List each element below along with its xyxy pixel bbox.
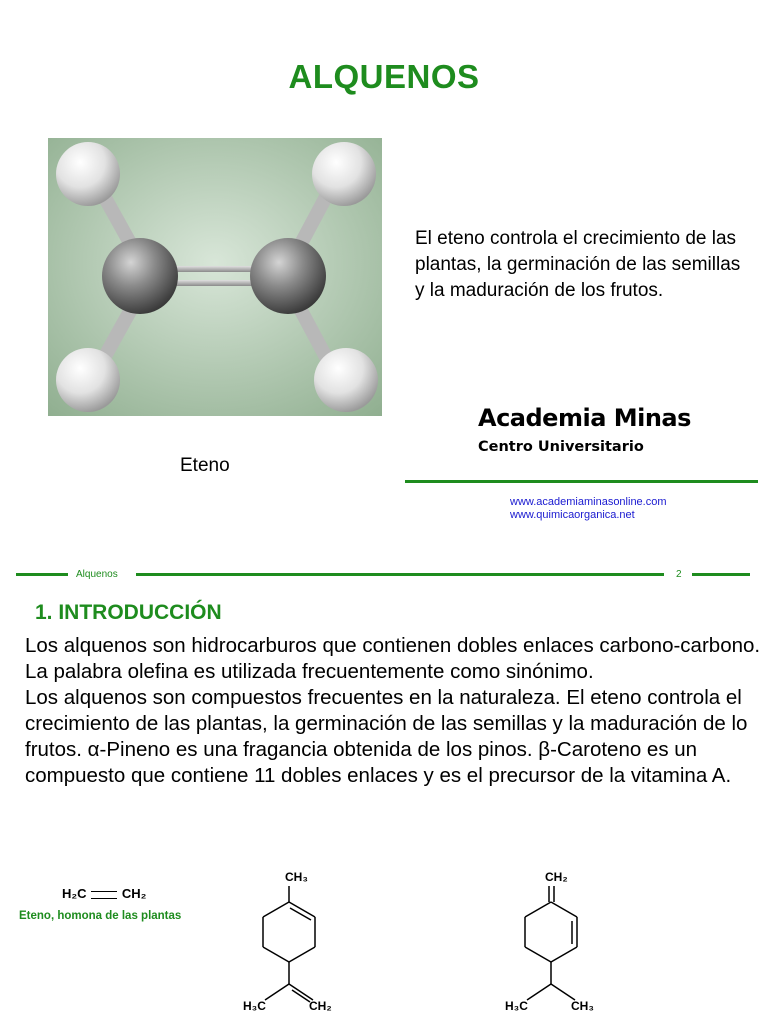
ch2-label: CH₂ [309, 999, 332, 1013]
double-bond-symbol [91, 891, 117, 899]
carbon-atom [250, 238, 326, 314]
bond-line [263, 947, 289, 962]
bond-line [289, 984, 313, 1000]
h3c-label: H₃C [505, 999, 528, 1013]
formula-left: H₂C [62, 886, 87, 901]
bond-line [263, 902, 289, 917]
ethene-formula [62, 886, 146, 901]
divider [405, 480, 758, 483]
h3c-label: H₃C [243, 999, 266, 1013]
page-number: 2 [676, 569, 682, 580]
ethene-model-image [48, 138, 382, 416]
bond-line [525, 947, 551, 962]
molecule-caption: Eteno [180, 455, 230, 476]
bond-line [551, 902, 577, 917]
brand-subtitle: Centro Universitario [478, 439, 644, 455]
link-academiaminas[interactable]: www.academiaminasonline.com [510, 496, 667, 508]
bond-line [527, 984, 551, 1000]
limonene-structure [235, 866, 375, 1024]
bond-line [289, 947, 315, 962]
paragraph-2: Los alquenos son compuestos frecuentes en la naturaleza. El eteno controla el crecimiento de las plantas, la germinación de las semillas y la maduración de lo frutos. α-Pineno es una fragancia obtenida de los pinos. β-Caroteno es un compuesto que contiene 11 dobles enlaces y es el precursor de la vitamina A. [25, 686, 748, 787]
ethene-caption: Eteno, homona de las plantas [19, 910, 182, 922]
ch3-label: CH₃ [285, 870, 308, 884]
terpene-structure [495, 866, 625, 1024]
hydrogen-atom [56, 348, 120, 412]
link-quimicaorganica[interactable]: www.quimicaorganica.net [510, 509, 635, 521]
bond-line [551, 984, 575, 1000]
paragraph-1: Los alquenos son hidrocarburos que contienen dobles enlaces carbono-carbono. La palabra olefina es utilizada frecuentemente como sinónimo. [25, 634, 761, 683]
bond-line [265, 984, 289, 1000]
bond-line [525, 902, 551, 917]
slide-title: ALQUENOS [288, 58, 480, 95]
ethene-description: El eteno controla el crecimiento de las plantas, la germinación de las semillas y la maduración de los frutos. [415, 228, 741, 301]
ethene-3d-model [48, 138, 382, 416]
bond-line [551, 947, 577, 962]
section-heading: 1. INTRODUCCIÓN [35, 601, 222, 624]
formula-right: CH₂ [121, 886, 147, 901]
website-links [510, 496, 667, 522]
footer-rule [136, 573, 664, 576]
body-text [25, 633, 765, 789]
hydrogen-atom [312, 142, 376, 206]
footer-label: Alquenos [76, 569, 118, 580]
hydrogen-atom [56, 142, 120, 206]
ch3-label: CH₃ [571, 999, 594, 1013]
bond-line [290, 908, 311, 920]
ch2-label: CH₂ [545, 870, 568, 884]
brand-name: Academia Minas [478, 404, 691, 432]
footer-rule [16, 573, 68, 576]
hydrogen-atom [314, 348, 378, 412]
footer-rule [692, 573, 750, 576]
carbon-atom [102, 238, 178, 314]
